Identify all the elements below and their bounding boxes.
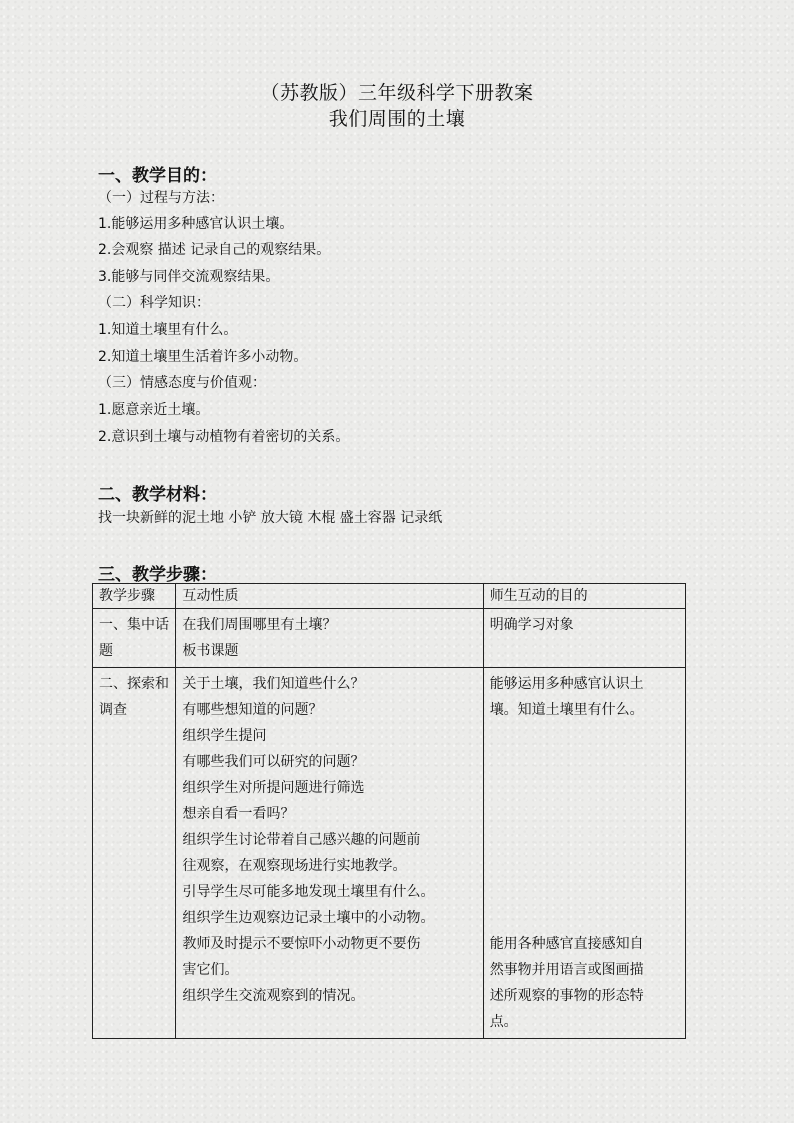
objective-line: 3.能够与同伴交流观察结果。	[98, 269, 280, 285]
cell-text: 引导学生尽可能多地发现土壤里有什么。	[182, 884, 435, 900]
cell-text: 点。	[489, 1014, 518, 1030]
cell-text: 然事物并用语言或图画描	[489, 962, 644, 978]
cell-text: 能用各种感官直接感知自	[489, 936, 644, 952]
cell-text: 能够运用多种感官认识土	[489, 676, 644, 692]
cell-text: 组织学生交流观察到的情况。	[182, 988, 365, 1004]
nature-cell	[176, 668, 483, 1039]
objective-line: 1.愿意亲近土壤。	[98, 402, 210, 418]
table-header-cell: 师生互动的目的	[483, 584, 685, 609]
cell-text: 板书课题	[182, 643, 239, 659]
objective-line: 2.会观察 描述 记录自己的观察结果。	[98, 242, 331, 258]
cell-text: 一、集中话	[99, 617, 169, 633]
cell-text: 题	[99, 643, 113, 659]
cell-text: 害它们。	[182, 962, 239, 978]
nature-cell	[176, 609, 483, 668]
cell-text: 调查	[99, 702, 127, 718]
cell-text: 在我们周围哪里有土壤？	[182, 617, 337, 633]
cell-text: 有哪些想知道的问题？	[182, 702, 323, 718]
cell-text: 关于土壤，我们知道些什么？	[182, 676, 365, 692]
objective-line: 2.知道土壤里生活着许多小动物。	[98, 349, 308, 365]
cell-text: 组织学生提问	[182, 728, 267, 744]
cell-text: 壤。知道土壤里有什么。	[489, 702, 644, 718]
table-header-row	[93, 584, 686, 609]
cell-text: 往观察，在观察现场进行实地教学。	[182, 858, 407, 874]
cell-text: 组织学生边观察边记录土壤中的小动物。	[182, 910, 435, 926]
table-row	[93, 668, 686, 1039]
document-title: （苏教版）三年级科学下册教案	[260, 82, 534, 104]
cell-text: 组织学生讨论带着自己感兴趣的问题前	[182, 832, 421, 848]
section-heading-steps: 三、教学步骤：	[98, 565, 217, 585]
cell-text: 明确学习对象	[489, 617, 574, 633]
step-cell	[93, 668, 176, 1039]
cell-spacer	[490, 723, 679, 931]
section-heading-materials: 二、教学材料：	[98, 485, 217, 505]
objective-line: 1.能够运用多种感官认识土壤。	[98, 216, 294, 232]
materials-text: 找一块新鲜的泥土地 小铲 放大镜 木棍 盛土容器 记录纸	[98, 510, 443, 526]
step-cell	[93, 609, 176, 668]
objective-line: 1.知道土壤里有什么。	[98, 322, 238, 338]
cell-text: 想亲自看一看吗？	[182, 806, 295, 822]
table-row	[93, 609, 686, 668]
document-subtitle: 我们周围的土壤	[328, 108, 466, 130]
cell-text: 教师及时提示不要惊吓小动物更不要伤	[182, 936, 421, 952]
table-header-cell: 教学步骤	[93, 584, 176, 609]
purpose-cell	[483, 668, 685, 1039]
objective-line: 2.意识到土壤与动植物有着密切的关系。	[98, 429, 350, 445]
objective-line: （一）过程与方法：	[98, 190, 224, 206]
table-header-cell: 互动性质	[176, 584, 483, 609]
cell-text: 二、探索和	[99, 676, 169, 692]
teaching-steps-table	[92, 583, 686, 1039]
cell-text: 有哪些我们可以研究的问题？	[182, 754, 365, 770]
objective-line: （二）科学知识：	[98, 295, 210, 311]
cell-text: 述所观察的事物的形态特	[489, 988, 644, 1004]
objective-line: （三）情感态度与价值观：	[98, 375, 266, 391]
cell-text: 组织学生对所提问题进行筛选	[182, 780, 365, 796]
purpose-cell	[483, 609, 685, 668]
section-heading-objectives: 一、教学目的：	[98, 166, 217, 186]
